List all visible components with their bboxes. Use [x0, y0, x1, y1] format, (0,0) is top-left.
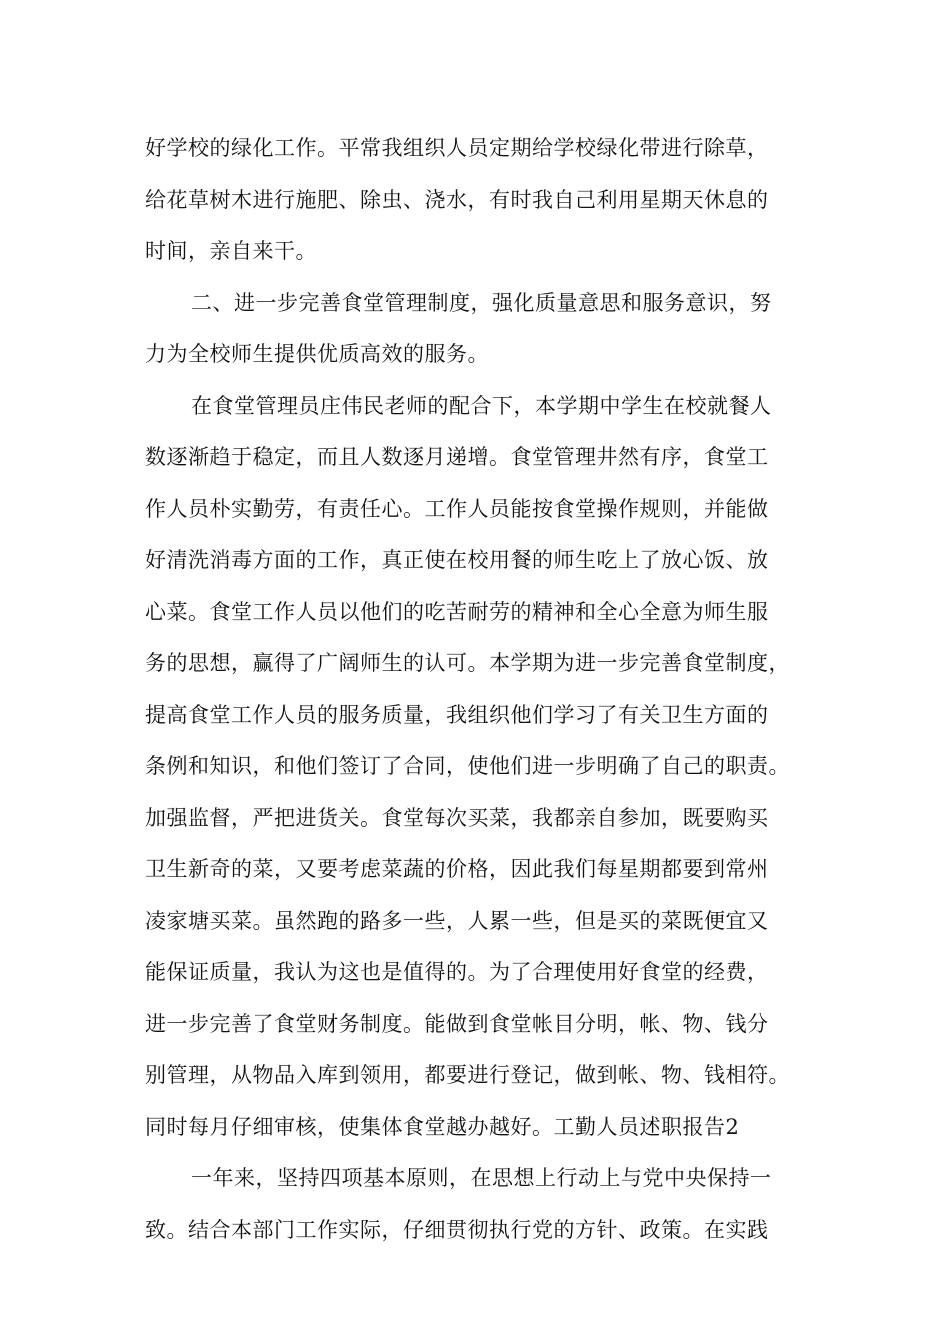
body-text-line: 好学校的绿化工作。平常我组织人员定期给学校绿化带进行除草， — [145, 136, 769, 160]
body-text-line: 加强监督，严把进货关。食堂每次买菜，我都亲自参加，既要购买 — [145, 806, 769, 830]
section-heading-line: 二、进一步完善食堂管理制度，强化质量意思和服务意识，努 — [191, 291, 772, 315]
body-text-line: 提高食堂工作人员的服务质量，我组织他们学习了有关卫生方面的 — [145, 703, 769, 727]
section-heading-line: 力为全校师生提供优质高效的服务。 — [145, 342, 489, 366]
body-text-line: 一年来，坚持四项基本原则，在思想上行动上与党中央保持一 — [191, 1166, 772, 1190]
body-text-line: 进一步完善了食堂财务制度。能做到食堂帐目分明，帐、物、钱分 — [145, 1012, 769, 1036]
body-text-line: 时间，亲自来干。 — [145, 239, 317, 263]
body-text-line: 条例和知识，和他们签订了合同，使他们进一步明确了自己的职责。 — [145, 754, 790, 778]
body-text-line: 好清洗消毒方面的工作，真正使在校用餐的师生吃上了放心饭、放 — [145, 548, 769, 572]
body-text-line: 作人员朴实勤劳，有责任心。工作人员能按食堂操作规则，并能做 — [145, 497, 769, 521]
body-text-line: 卫生新奇的菜，又要考虑菜蔬的价格，因此我们每星期都要到常州 — [145, 857, 769, 881]
body-text-line: 凌家塘买菜。虽然跑的路多一些，人累一些，但是买的菜既便宜又 — [145, 909, 769, 933]
body-text-line: 务的思想，赢得了广阔师生的认可。本学期为进一步完善食堂制度， — [145, 651, 790, 675]
body-text-line: 数逐渐趋于稳定，而且人数逐月递增。食堂管理井然有序，食堂工 — [145, 445, 769, 469]
body-text-line: 心菜。食堂工作人员以他们的吃苦耐劳的精神和全心全意为师生服 — [145, 600, 769, 624]
body-text-line: 能保证质量，我认为这也是值得的。为了合理使用好食堂的经费， — [145, 960, 769, 984]
body-text-line: 在食堂管理员庄伟民老师的配合下，本学期中学生在校就餐人 — [191, 394, 772, 418]
body-text-line: 给花草树木进行施肥、除虫、浇水，有时我自己利用星期天休息的 — [145, 188, 769, 212]
body-text-line: 致。结合本部门工作实际，仔细贯彻执行党的方针、政策。在实践 — [145, 1218, 769, 1242]
body-text-line: 别管理，从物品入库到领用，都要进行登记，做到帐、物、钱相符。 — [145, 1063, 790, 1087]
body-text-line: 同时每月仔细审核，使集体食堂越办越好。工勤人员述职报告2 — [145, 1115, 740, 1139]
